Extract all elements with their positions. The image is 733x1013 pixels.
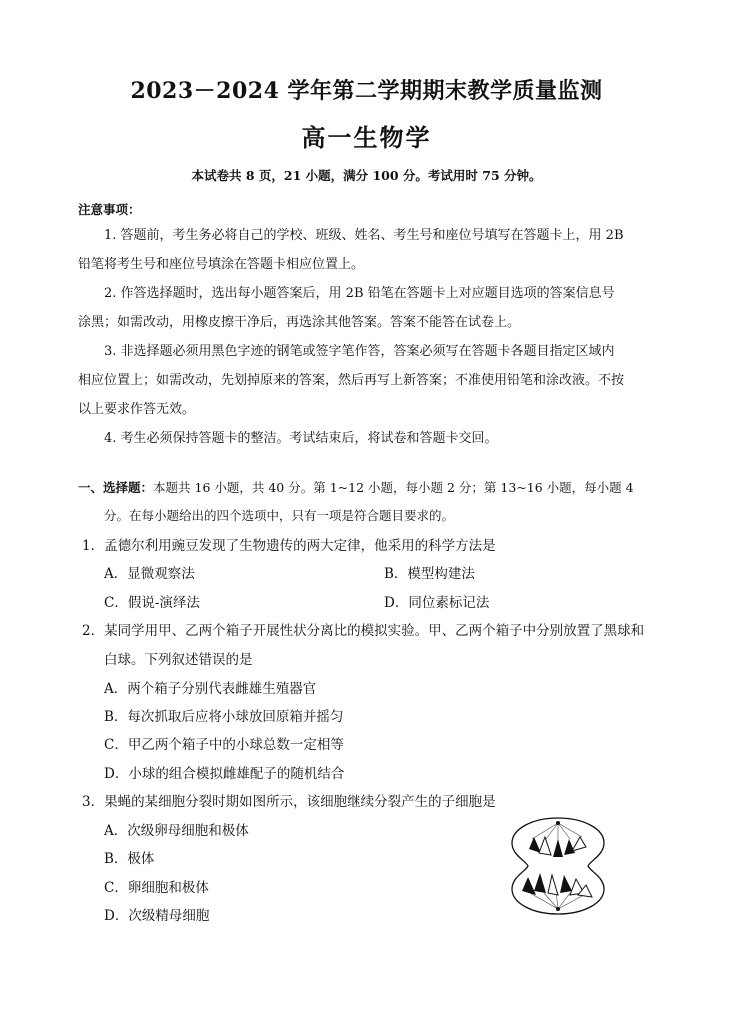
question-1-option-d: D．同位素标记法	[384, 595, 490, 611]
exam-subject: 高一生物学	[301, 123, 432, 152]
notice-item-4-line-1: 4. 考生必须保持答题卡的整洁。考试结束后，将试卷和答题卡交回。	[104, 431, 498, 446]
question-3-stem: 3．果蝇的某细胞分裂时期如图所示，该细胞继续分裂产生的子细胞是	[82, 794, 496, 810]
notice-item-3-line-2: 相应位置上；如需改动，先划掉原来的答案，然后再写上新答案；不准使用铅笔和涂改液。不按	[78, 373, 625, 388]
question-1-option-b: B．模型构建法	[384, 566, 475, 582]
question-2-stem-cont: 白球。下列叙述错误的是	[104, 652, 253, 668]
question-1-option-a: A．显微观察法	[104, 566, 195, 582]
notice-heading: 注意事项：	[78, 202, 141, 217]
notice-item-2-line-2: 涂黑；如需改动，用橡皮擦干净后，再选涂其他答案。答案不能答在试卷上。	[78, 315, 521, 330]
question-1-stem: 1．孟德尔利用豌豆发现了生物遗传的两大定律，他采用的科学方法是	[82, 538, 496, 554]
question-3-option-c: C．卵细胞和极体	[104, 880, 209, 896]
question-2-option-a: A．两个箱子分别代表雌雄生殖器官	[104, 681, 317, 697]
question-2-option-b: B．每次抓取后应将小球放回原箱并摇匀	[104, 709, 344, 725]
notice-item-3-line-1: 3. 非选择题必须用黑色字迹的钢笔或签字笔作答，答案必须写在答题卡各题目指定区域内	[104, 344, 615, 359]
question-1-option-c: C．假说-演绎法	[104, 595, 200, 611]
question-2-option-c: C．甲乙两个箱子中的小球总数一定相等	[104, 737, 344, 753]
cell-division-figure	[506, 815, 610, 917]
question-3-option-b: B．极体	[104, 851, 155, 867]
notice-item-3-line-3: 以上要求作答无效。	[78, 402, 196, 417]
section-1-line-1	[78, 478, 634, 496]
question-2-stem: 2．某同学用甲、乙两个箱子开展性状分离比的模拟实验。甲、乙两个箱子中分别放置了黑球和	[82, 623, 645, 639]
question-3-option-a: A．次级卵母细胞和极体	[104, 823, 249, 839]
question-3-option-d: D．次级精母细胞	[104, 908, 210, 924]
section-1-text: 本题共 16 小题，共 40 分。第 1~12 小题，每小题 2 分；第 13~16 小题，每小题 4	[153, 480, 634, 495]
exam-info: 本试卷共 8 页，21 小题，满分 100 分。考试用时 75 分钟。	[191, 168, 542, 183]
notice-item-1-line-1: 1. 答题前，考生务必将自己的学校、班级、姓名、考生号和座位号填写在答题卡上，用 2B	[104, 228, 624, 243]
notice-item-2-line-1: 2. 作答选择题时，选出每小题答案后，用 2B 铅笔在答题卡上对应题目选项的答案信息号	[104, 286, 615, 301]
exam-title: 2023－2024 学年第二学期期末教学质量监测	[130, 78, 603, 104]
question-2-option-d: D．小球的组合模拟雌雄配子的随机结合	[104, 766, 345, 782]
section-1-line-2: 分。在每小题给出的四个选项中，只有一项是符合题目要求的。	[104, 508, 455, 523]
section-1-prefix: 一、选择题：	[78, 480, 154, 495]
notice-item-1-line-2: 铅笔将考生号和座位号填涂在答题卡相应位置上。	[78, 257, 365, 272]
